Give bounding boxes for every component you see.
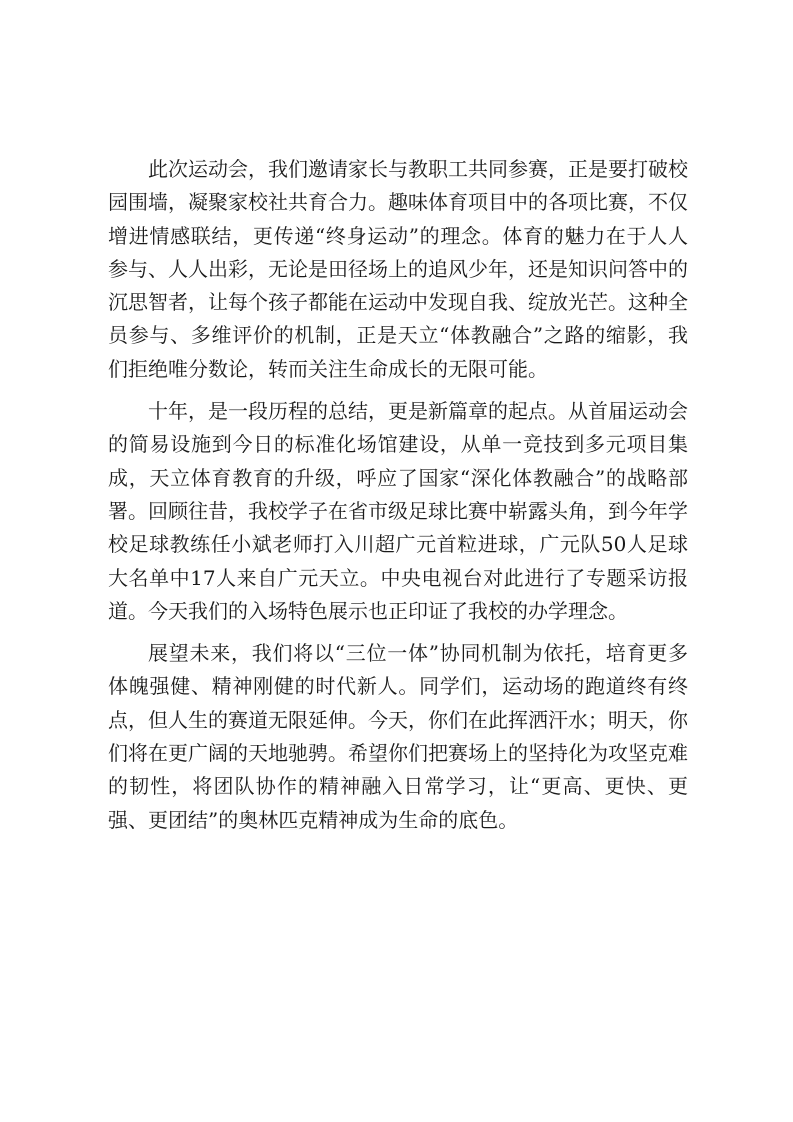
paragraph-1: 此次运动会，我们邀请家长与教职工共同参赛，正是要打破校园围墙，凝聚家校社共育合力。趣味体育项目中的各项比赛，不仅增进情感联结，更传递“终身运动”的理念。体育的魅力在于人人参与、人人出彩，无论是田径场上的追风少年，还是知识问答中的沉思智者，让每个孩子都能在运动中发现自我、绽放光芒。这种全员参与、多维评价的机制，正是天立“体教融合”之路的缩影，我们拒绝唯分数论，转而关注生命成长的无限可能。	[108, 157, 688, 381]
paragraph-2: 十年，是一段历程的总结，更是新篇章的起点。从首届运动会的简易设施到今日的标准化场馆建设，从单一竞技到多元项目集成，天立体育教育的升级，呼应了国家“深化体教融合”的战略部署。回顾往昔，我校学子在省市级足球比赛中崭露头角，到今年学校足球教练任小斌老师打入川超广元首粒进球，广元队50人足球大名单中17人来自广元天立。中央电视台对此进行了专题采访报道。今天我们的入场特色展示也正印证了我校的办学理念。	[108, 399, 688, 623]
document-body	[108, 153, 688, 846]
paragraph-3: 展望未来，我们将以“三位一体”协同机制为依托，培育更多体魄强健、精神刚健的时代新人。同学们，运动场的跑道终有终点，但人生的赛道无限延伸。今天，你们在此挥洒汗水；明天，你们将在更广阔的天地驰骋。希望你们把赛场上的坚持化为攻坚克难的韧性，将团队协作的精神融入日常学习，让“更高、更快、更强、更团结”的奥林匹克精神成为生命的底色。	[108, 641, 688, 832]
